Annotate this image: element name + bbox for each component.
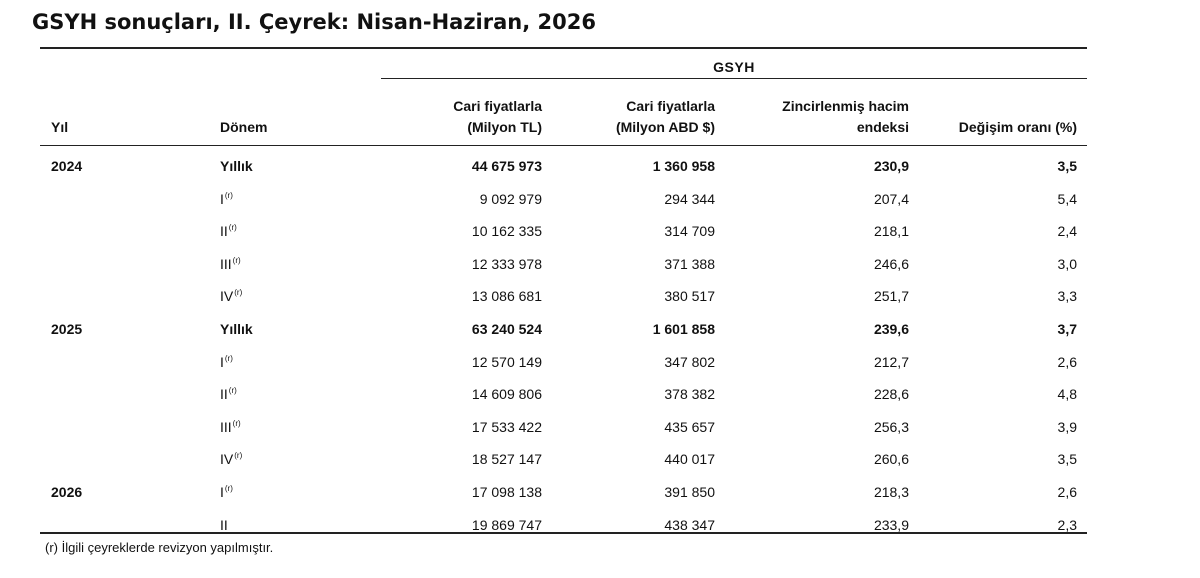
revision-mark: (r) [228,223,237,233]
col-header-year: Yıl [51,119,69,135]
cell-current-prices-usd: 1 601 858 [652,321,715,337]
cell-chained-volume-index: 251,7 [873,288,909,305]
cell-current-prices-usd: 1 360 958 [652,158,715,174]
table-row [40,248,1087,280]
cell-chained-volume-index: 260,6 [873,451,909,468]
table-row [40,411,1087,443]
cell-current-prices-tl: 12 570 149 [471,353,542,370]
cell-current-prices-usd: 378 382 [664,386,715,403]
cell-period [220,411,241,446]
cell-change-rate: 3,3 [1057,288,1077,305]
table-bottom-rule [40,532,1087,534]
table-row [40,378,1087,410]
cell-current-prices-tl: 63 240 524 [471,321,542,337]
cell-change-rate: 3,9 [1057,418,1077,435]
revision-mark: (r) [232,255,241,265]
cell-current-prices-tl: 10 162 335 [471,223,542,240]
cell-year: 2026 [51,484,83,500]
revision-mark: (r) [224,190,233,200]
cell-change-rate: 3,0 [1057,255,1077,272]
cell-current-prices-usd: 391 850 [664,484,715,500]
cell-year: 2025 [51,321,83,337]
cell-change-rate: 2,6 [1057,484,1077,500]
cell-period-label: II [220,223,228,240]
cell-current-prices-tl: 9 092 979 [479,190,542,207]
cell-change-rate: 3,5 [1057,451,1077,468]
cell-current-prices-tl: 14 609 806 [471,386,542,403]
table-row [40,476,1087,508]
cell-period-label: II [220,516,228,533]
cell-period-label: IV [220,288,234,305]
cell-chained-volume-index: 212,7 [873,353,909,370]
cell-period [220,476,233,511]
cell-current-prices-usd: 435 657 [664,418,715,435]
col-header-index-line1: Zincirlenmiş hacim [782,98,909,114]
cell-period-label: Yıllık [220,158,253,174]
col-header-usd-line1: Cari fiyatlarla [626,98,715,114]
revision-mark: (r) [232,418,241,428]
cell-year: 2024 [51,158,83,174]
group-header-rule [381,78,1087,79]
cell-current-prices-tl: 17 533 422 [471,418,542,435]
table-row [40,346,1087,378]
cell-period [220,215,237,250]
cell-current-prices-tl: 18 527 147 [471,451,542,468]
group-header-gsyh: GSYH [713,59,755,75]
cell-change-rate: 2,4 [1057,223,1077,240]
cell-period [220,378,237,413]
cell-current-prices-tl: 19 869 747 [471,516,542,533]
cell-current-prices-usd: 314 709 [664,223,715,240]
cell-chained-volume-index: 233,9 [873,516,909,533]
cell-period-label: Yıllık [220,321,253,337]
table-row [40,443,1087,475]
page-title: GSYH sonuçları, II. Çeyrek: Nisan-Haziran, 2026 [32,10,596,34]
cell-change-rate: 2,6 [1057,353,1077,370]
revision-mark: (r) [234,451,243,461]
cell-chained-volume-index: 239,6 [873,321,909,337]
cell-current-prices-tl: 12 333 978 [471,255,542,272]
table-row [40,509,1087,541]
cell-chained-volume-index: 207,4 [873,190,909,207]
col-header-change: Değişim oranı (%) [958,119,1077,135]
cell-chained-volume-index: 246,6 [873,255,909,272]
cell-period [220,509,229,544]
revision-mark: (r) [224,484,233,493]
cell-change-rate: 4,8 [1057,386,1077,403]
footnote: (r) İlgili çeyreklerde revizyon yapılmıştır. [45,540,274,555]
revision-mark: (r) [234,288,243,298]
cell-current-prices-usd: 294 344 [664,190,715,207]
cell-chained-volume-index: 256,3 [873,418,909,435]
header-rule [40,145,1087,146]
revision-mark: (r) [224,353,233,363]
cell-period [220,346,233,381]
cell-period-label: I [220,190,224,207]
col-header-usd [616,96,715,138]
table-row [40,280,1087,312]
cell-current-prices-usd: 380 517 [664,288,715,305]
cell-current-prices-usd: 440 017 [664,451,715,468]
cell-period-label: I [220,353,224,370]
cell-chained-volume-index: 218,3 [873,484,909,500]
cell-chained-volume-index: 228,6 [873,386,909,403]
table-row [40,215,1087,247]
col-header-period: Dönem [220,119,268,135]
cell-period-label: IV [220,451,234,468]
cell-period [220,280,242,315]
cell-chained-volume-index: 218,1 [873,223,909,240]
cell-period [220,313,254,348]
table-top-rule [40,47,1087,49]
revision-mark: (r) [228,386,237,396]
cell-period [220,248,241,283]
cell-period [220,443,242,478]
col-header-index-line2: endeksi [856,119,909,135]
cell-period-label: II [220,386,228,403]
cell-current-prices-tl: 44 675 973 [471,158,542,174]
col-header-index [782,96,909,138]
cell-period [220,183,233,218]
col-header-tl-line2: (Milyon TL) [467,119,542,135]
table-row [40,313,1087,345]
cell-current-prices-usd: 371 388 [664,255,715,272]
col-header-tl-line1: Cari fiyatlarla [453,98,542,114]
cell-period [220,150,254,185]
col-header-tl [453,96,542,138]
cell-current-prices-tl: 17 098 138 [471,484,542,500]
cell-period-label: I [220,484,224,500]
cell-change-rate: 2,3 [1057,516,1077,533]
cell-change-rate: 5,4 [1057,190,1077,207]
col-header-usd-line2: (Milyon ABD $) [615,119,715,135]
table-row [40,150,1087,182]
cell-change-rate: 3,5 [1057,158,1077,174]
table-row [40,183,1087,215]
cell-period-label: III [220,255,232,272]
cell-change-rate: 3,7 [1057,321,1077,337]
cell-current-prices-tl: 13 086 681 [471,288,542,305]
cell-chained-volume-index: 230,9 [873,158,909,174]
cell-current-prices-usd: 438 347 [664,516,715,533]
cell-period-label: III [220,418,232,435]
cell-current-prices-usd: 347 802 [664,353,715,370]
